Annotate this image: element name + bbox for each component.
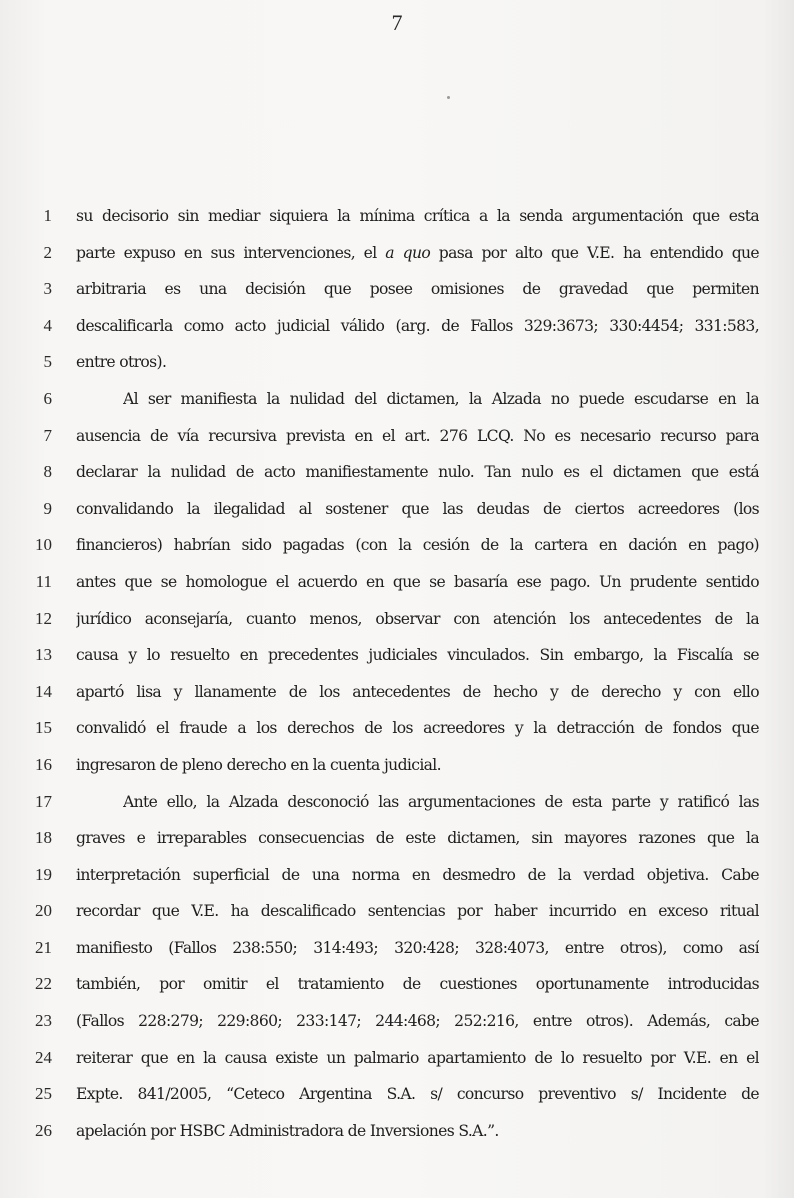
line-text: entre otros).: [76, 353, 167, 372]
line-text: recordar que V.E. ha descalificado sentencias por haber incurrido en exceso ritual: [76, 902, 759, 921]
line-number: 2: [43, 242, 52, 262]
line-text: su decisorio sin mediar siquiera la mínima crítica a la senda argumentación que esta: [76, 207, 759, 225]
line-text: arbitraria es una decisión que posee omisiones de gravedad que permiten: [76, 280, 759, 299]
line-number: 11: [35, 571, 52, 591]
text-line: [0, 897, 794, 934]
line-text: reiterar que en la causa existe un palmario apartamiento de lo resuelto por V.E. en el: [76, 1048, 759, 1067]
latin-phrase: a quo: [385, 243, 431, 262]
line-text: causa y lo resuelto en precedentes judiciales vinculados. Sin embargo, la Fiscalía se: [76, 646, 759, 665]
numbered-text-block: [0, 202, 794, 1153]
line-number: 17: [35, 791, 52, 811]
line-number: 7: [43, 425, 52, 445]
text-line: [0, 641, 794, 678]
text-line: [0, 385, 794, 422]
text-line: [0, 824, 794, 861]
line-number: 5: [43, 352, 52, 372]
line-number: 13: [35, 645, 52, 665]
text-line: [0, 1007, 794, 1044]
line-number: 3: [43, 279, 52, 299]
line-text: graves e irreparables consecuencias de este dictamen, sin mayores razones que la: [76, 829, 759, 848]
line-text: convalidando la ilegalidad al sostener que las deudas de ciertos acreedores (los: [76, 499, 759, 518]
line-text: manifiesto (Fallos 238:550; 314:493; 320:428; 328:4073, entre otros), como así: [76, 938, 759, 957]
line-number: 19: [35, 864, 52, 884]
text-line: [0, 714, 794, 751]
text-line: [0, 1080, 794, 1117]
line-number: 15: [35, 718, 52, 738]
text-line: [0, 605, 794, 642]
line-text: parte expuso en sus intervenciones, el a quo pasa por alto que V.E. ha entendido que: [76, 243, 759, 262]
text-line: [0, 275, 794, 312]
text-line: [0, 458, 794, 495]
text-line: [0, 1044, 794, 1081]
text-line: [0, 970, 794, 1007]
line-number: 10: [35, 535, 52, 555]
line-number: 14: [35, 681, 52, 701]
line-number: 25: [35, 1084, 52, 1104]
line-number: 6: [43, 388, 52, 408]
text-line: [0, 531, 794, 568]
line-number: 1: [43, 206, 52, 225]
line-number: 24: [35, 1047, 52, 1067]
line-text: antes que se homologue el acuerdo en que se basaría ese pago. Un prudente sentido: [76, 572, 759, 591]
line-number: 9: [43, 498, 52, 518]
line-text: también, por omitir el tratamiento de cuestiones oportunamente introducidas: [76, 975, 759, 994]
text-line: [0, 422, 794, 459]
line-text: Ante ello, la Alzada desconoció las argumentaciones de esta parte y ratificó las: [123, 792, 759, 811]
text-line: [0, 312, 794, 349]
line-text: declarar la nulidad de acto manifiestamente nulo. Tan nulo es el dictamen que está: [76, 463, 759, 482]
text-line: [0, 348, 794, 385]
text-line: [0, 568, 794, 605]
line-number: 8: [43, 462, 52, 482]
line-text: ingresaron de pleno derecho en la cuenta judicial.: [76, 755, 441, 774]
line-text: descalificarla como acto judicial válido (arg. de Fallos 329:3673; 330:4454; 331:583,: [76, 316, 759, 335]
line-text: Expte. 841/2005, “Ceteco Argentina S.A. s/ concurso preventivo s/ Incidente de: [76, 1085, 759, 1104]
text-line: [0, 495, 794, 532]
text-line: [0, 678, 794, 715]
line-number: 20: [35, 901, 52, 921]
line-number: 26: [35, 1120, 52, 1140]
line-text: financieros) habrían sido pagadas (con la cesión de la cartera en dación en pago): [76, 536, 759, 555]
text-line: [0, 934, 794, 971]
line-number: 22: [35, 974, 52, 994]
line-text: Al ser manifiesta la nulidad del dictamen, la Alzada no puede escudarse en la: [123, 389, 759, 408]
text-line: [0, 751, 794, 788]
line-text: interpretación superficial de una norma en desmedro de la verdad objetiva. Cabe: [76, 865, 759, 884]
line-number: 23: [35, 1011, 52, 1031]
text-line: [0, 861, 794, 898]
line-text: jurídico aconsejaría, cuanto menos, observar con atención los antecedentes de la: [76, 609, 759, 628]
line-number: 4: [43, 315, 52, 335]
scan-speck: [447, 96, 450, 99]
line-text: convalidó el fraude a los derechos de los acreedores y la detracción de fondos que: [76, 719, 759, 738]
line-text: apelación por HSBC Administradora de Inversiones S.A.”.: [76, 1121, 499, 1140]
text-line: [0, 239, 794, 276]
line-number: 16: [35, 754, 52, 774]
line-text: apartó lisa y llanamente de los antecedentes de hecho y de derecho y con ello: [76, 682, 759, 701]
line-number: 21: [35, 937, 52, 957]
line-number: 12: [35, 608, 52, 628]
line-text: (Fallos 228:279; 229:860; 233:147; 244:468; 252:216, entre otros). Además, cabe: [76, 1012, 759, 1031]
text-line: [0, 788, 794, 825]
line-number: 18: [35, 828, 52, 848]
text-line: [0, 1117, 794, 1154]
page-number: 7: [391, 10, 403, 35]
text-line: [0, 202, 794, 239]
line-text: ausencia de vía recursiva prevista en el art. 276 LCQ. No es necesario recurso para: [76, 426, 759, 445]
